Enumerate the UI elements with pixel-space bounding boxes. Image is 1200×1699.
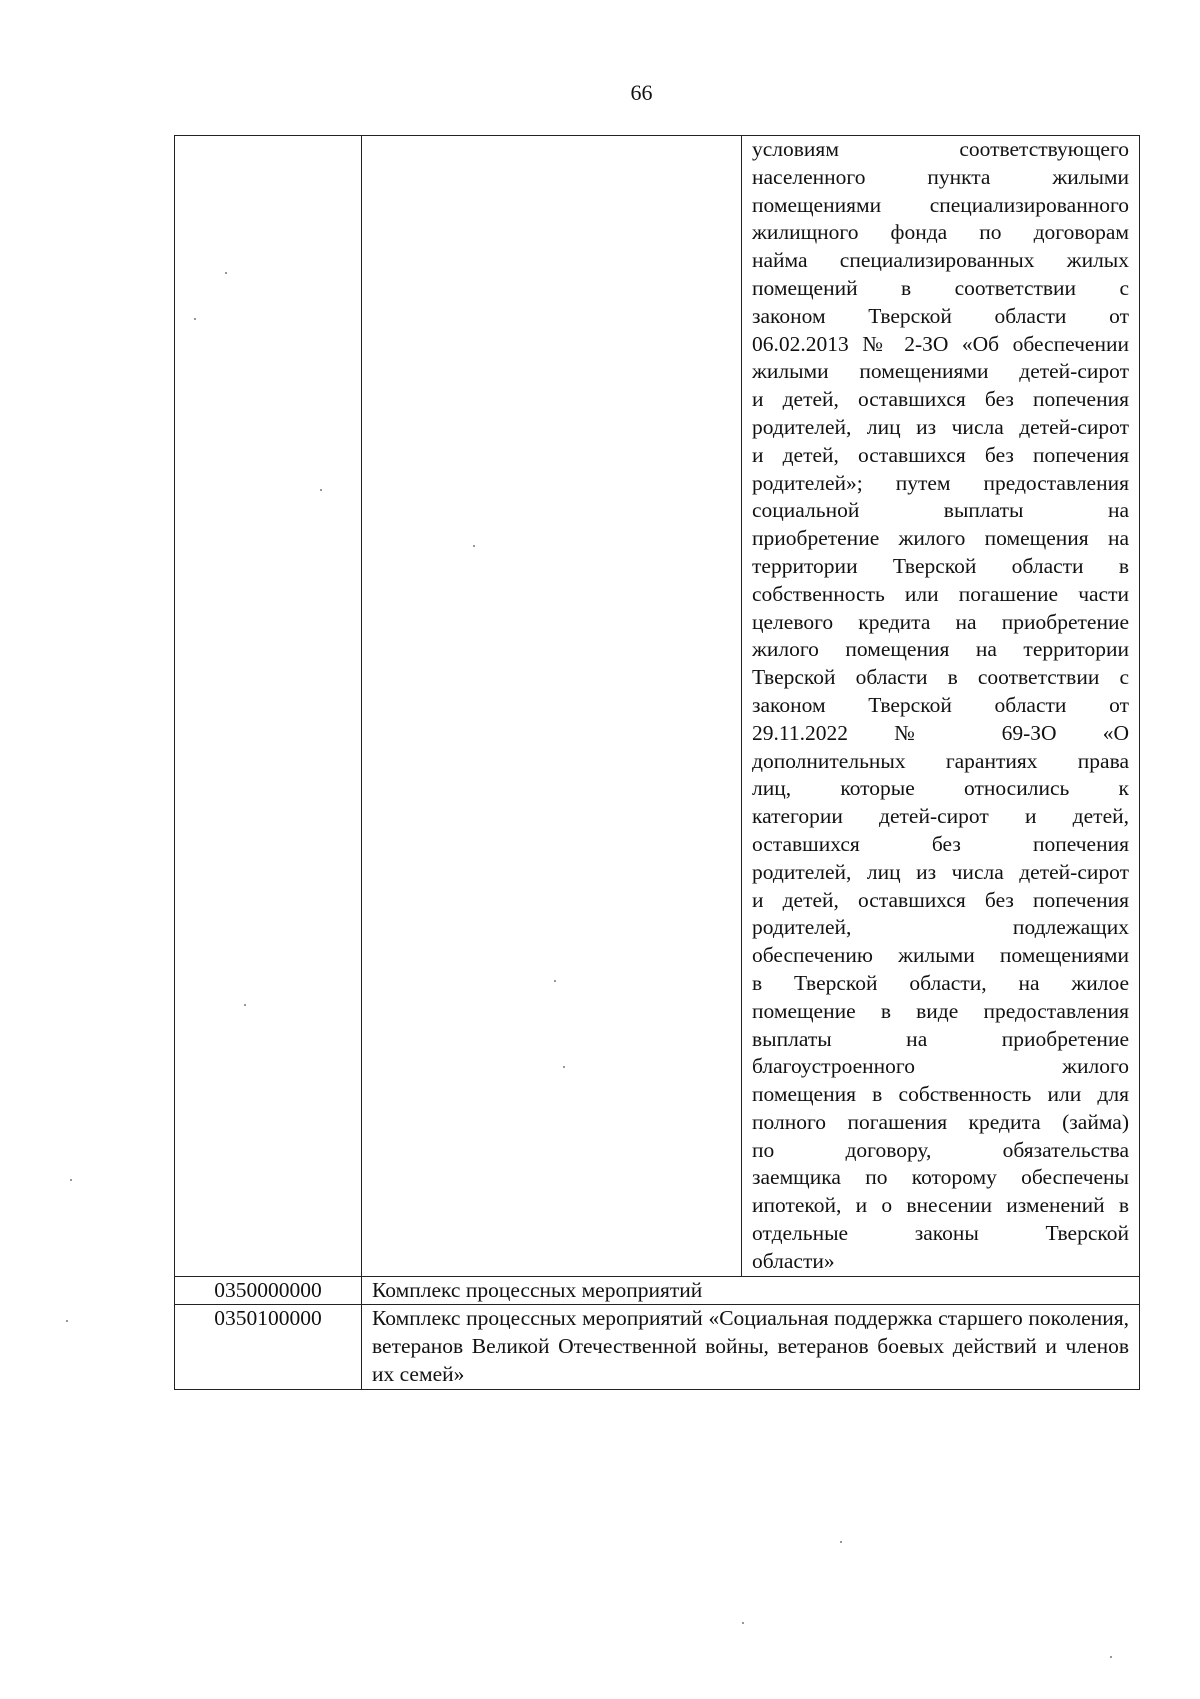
description-line: обеспечению жилыми помещениями bbox=[752, 943, 1129, 968]
scan-speck bbox=[320, 489, 322, 491]
table-row bbox=[175, 1276, 1140, 1305]
row-name: Комплекс процессных мероприятий «Социальная поддержка старшего поколения, ветеранов Великой Отечественной войны, ветеранов боевых действий и членов их семей» bbox=[362, 1305, 1140, 1389]
description-line: помещений в соответствии с bbox=[752, 275, 1129, 300]
description-line: помещениями специализированного bbox=[752, 192, 1129, 217]
description-line: ипотекой, и о внесении изменений в bbox=[752, 1193, 1129, 1218]
description-line: по договору, обязательства bbox=[752, 1137, 1129, 1162]
description-line: категории детей-сирот и детей, bbox=[752, 804, 1129, 829]
page-number: 66 bbox=[630, 80, 653, 105]
scan-speck bbox=[840, 1541, 842, 1543]
description-line: законом Тверской области от bbox=[752, 303, 1129, 328]
description-line: условиям соответствующего bbox=[752, 137, 1129, 161]
description-line: отдельные законы Тверской bbox=[752, 1221, 1129, 1246]
scan-speck bbox=[1110, 1656, 1112, 1658]
description-line: 29.11.2022 № 69-ЗО «О bbox=[752, 720, 1129, 745]
scan-speck bbox=[563, 1066, 565, 1068]
description-text bbox=[752, 136, 1129, 1276]
scan-speck bbox=[244, 1004, 246, 1006]
code-cell-empty bbox=[175, 136, 362, 1277]
description-line: заемщика по которому обеспечены bbox=[752, 1165, 1129, 1190]
description-cell bbox=[742, 136, 1140, 1277]
description-line: жилищного фонда по договорам bbox=[752, 220, 1129, 245]
row-code: 0350000000 bbox=[175, 1276, 362, 1305]
description-line: и детей, оставшихся без попечения bbox=[752, 442, 1129, 467]
table-row-continuation bbox=[175, 136, 1140, 1277]
description-line: полного погашения кредита (займа) bbox=[752, 1109, 1129, 1134]
description-line: дополнительных гарантиях права bbox=[752, 748, 1129, 773]
description-line: области» bbox=[752, 1248, 835, 1273]
description-line: Тверской области в соответствии с bbox=[752, 665, 1129, 690]
scan-speck bbox=[70, 1179, 72, 1181]
description-line: помещения в собственность или для bbox=[752, 1082, 1129, 1107]
description-line: помещение в виде предоставления bbox=[752, 998, 1129, 1023]
table-row bbox=[175, 1305, 1140, 1389]
description-line: оставшихся без попечения bbox=[752, 831, 1129, 856]
description-line: социальной выплаты на bbox=[752, 498, 1129, 523]
description-line: населенного пункта жилыми bbox=[752, 164, 1129, 189]
row-name: Комплекс процессных мероприятий bbox=[362, 1276, 1140, 1305]
description-line: лиц, которые относились к bbox=[752, 776, 1129, 801]
description-line: приобретение жилого помещения на bbox=[752, 526, 1129, 551]
description-line: жилого помещения на территории bbox=[752, 637, 1129, 662]
row-code: 0350100000 bbox=[175, 1305, 362, 1389]
name-cell-empty bbox=[362, 136, 742, 1277]
description-line: родителей, лиц из числа детей-сирот bbox=[752, 859, 1129, 884]
description-line: выплаты на приобретение bbox=[752, 1026, 1129, 1051]
description-line: и детей, оставшихся без попечения bbox=[752, 387, 1129, 412]
scan-speck bbox=[742, 1622, 744, 1624]
description-line: родителей, подлежащих bbox=[752, 915, 1129, 940]
scan-speck bbox=[554, 980, 556, 982]
description-line: законом Тверской области от bbox=[752, 692, 1129, 717]
description-line: найма специализированных жилых bbox=[752, 248, 1129, 273]
description-line: родителей, лиц из числа детей-сирот bbox=[752, 414, 1129, 439]
description-line: в Тверской области, на жилое bbox=[752, 970, 1129, 995]
scan-speck bbox=[66, 1320, 68, 1322]
budget-classification-table bbox=[174, 135, 1140, 1390]
description-line: благоустроенного жилого bbox=[752, 1054, 1129, 1079]
description-line: и детей, оставшихся без попечения bbox=[752, 887, 1129, 912]
description-line: 06.02.2013 № 2-ЗО «Об обеспечении bbox=[752, 331, 1129, 356]
scan-speck bbox=[473, 545, 475, 547]
scan-speck bbox=[225, 272, 227, 274]
description-line: жилыми помещениями детей-сирот bbox=[752, 359, 1129, 384]
scan-speck bbox=[194, 318, 196, 320]
description-line: целевого кредита на приобретение bbox=[752, 609, 1129, 634]
description-line: родителей»; путем предоставления bbox=[752, 470, 1129, 495]
description-line: собственность или погашение части bbox=[752, 581, 1129, 606]
description-line: территории Тверской области в bbox=[752, 553, 1129, 578]
